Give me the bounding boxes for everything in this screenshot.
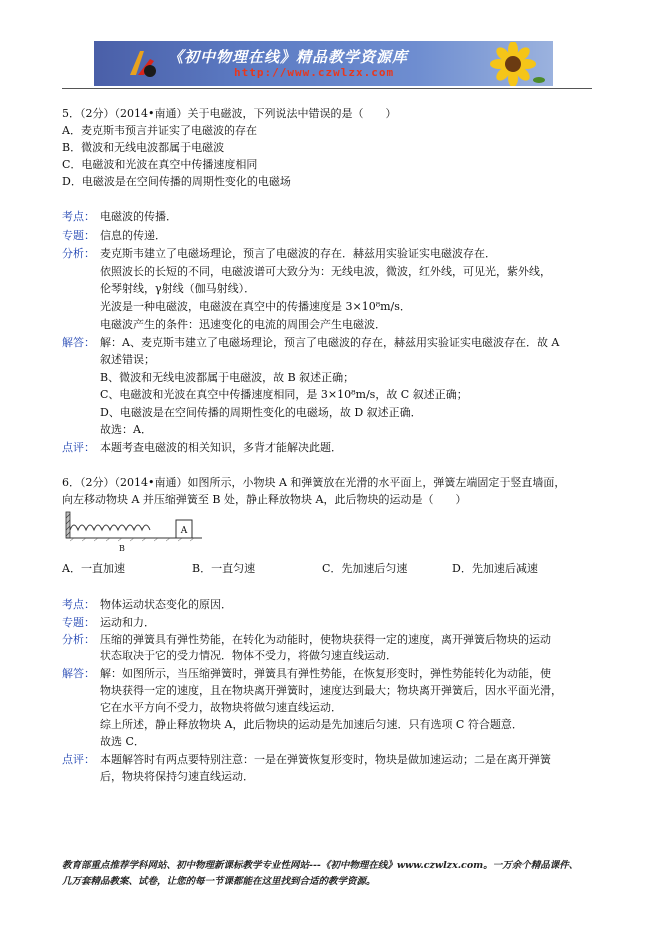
q6-stem-line: 6．（2分）（2014•南通）如图所示，小物块 A 和弹簧放在光滑的水平面上，弹簧左端固定于竖直墙面，	[62, 476, 566, 489]
q5-fenxi-line: 伦琴射线，γ射线（伽马射线）．	[100, 282, 256, 295]
q5-stem: 5．（2分）（2014•南通）关于电磁波，下列说法中错误的是（ ）	[62, 107, 397, 120]
q6-option-c: C．先加速后匀速	[322, 562, 408, 575]
q5-jieda-line: C、电磁波和光波在真空中传播速度相同，是 3×10⁸m/s，故 C 叙述正确；	[100, 388, 468, 401]
sunflower-icon	[479, 42, 547, 86]
q6-dianping-line: 本题解答时有两点要特别注意：一是在弹簧恢复形变时，物块是做加速运动；二是在离开弹簧	[100, 753, 551, 766]
q6-dianping-line: 后，物块将保持匀速直线运动．	[100, 770, 254, 783]
spring-block-figure	[64, 510, 204, 554]
q6-kaodian: 物体运动状态变化的原因．	[100, 598, 232, 611]
q5-jieda-line: D、电磁波是在空间传播的周期性变化的电磁场，故 D 叙述正确．	[100, 406, 422, 419]
q6-jieda-line: 解：如图所示，当压缩弹簧时，弹簧具有弹性势能，在恢复形变时，弹性势能转化为动能，使	[100, 667, 551, 680]
q6-option-d: D．先加速后减速	[452, 562, 538, 575]
q6-zhuanti: 运动和力．	[100, 616, 155, 629]
q6-jieda-line: 故选 C．	[100, 735, 145, 748]
banner-title: 《初中物理在线》精品教学资源库	[168, 48, 409, 66]
header-divider	[62, 88, 592, 89]
q5-jieda-line: B、微波和无线电波都属于电磁波，故 B 叙述正确；	[100, 371, 355, 384]
site-logo-icon	[124, 45, 160, 81]
q5-zhuanti: 信息的传递．	[100, 229, 166, 242]
banner-url[interactable]: http://www.czwlzx.com	[234, 66, 395, 79]
q6-option-a: A．一直加速	[62, 562, 125, 575]
q6-jieda-line: 综上所述，静止释放物块 A，此后物块的运动是先加速后匀速．只有选项 C 符合题意．	[100, 718, 523, 731]
q6-jieda-line: 物块获得一定的速度，且在物块离开弹簧时，速度达到最大；物块离开弹簧后，因水平面光滑，	[100, 684, 562, 697]
footer-line: 教育部重点推荐学科网站、初中物理新课标教学专业性网站---《初中物理在线》www.czwlzx.com。一万余个精品课件、	[62, 860, 579, 871]
q5-fenxi-line: 电磁波产生的条件：迅速变化的电流的周围会产生电磁波．	[100, 318, 386, 331]
q5-fenxi-label: 分析：	[62, 247, 95, 260]
q6-fenxi-label: 分析：	[62, 633, 95, 646]
q5-option-d: D．电磁波是在空间传播的周期性变化的电磁场	[62, 175, 291, 188]
q5-dianping: 本题考查电磁波的相关知识，多背才能解决此题．	[100, 441, 342, 454]
q5-zhuanti-label: 专题：	[62, 229, 95, 242]
q6-zhuanti-label: 专题：	[62, 616, 95, 629]
block-a-label: A	[180, 526, 188, 536]
q5-kaodian: 电磁波的传播．	[100, 210, 177, 223]
q6-fenxi-line: 压缩的弹簧具有弹性势能，在转化为动能时，使物块获得一定的速度，离开弹簧后物块的运动	[100, 633, 551, 646]
point-b-label: B	[119, 544, 125, 553]
header-banner	[94, 41, 553, 86]
q5-option-c: C．电磁波和光波在真空中传播速度相同	[62, 158, 258, 171]
q5-dianping-label: 点评：	[62, 441, 95, 454]
q5-jieda-line: 故选：A．	[100, 423, 152, 436]
q6-jieda-label: 解答：	[62, 667, 95, 680]
q5-kaodian-label: 考点：	[62, 210, 95, 223]
q5-fenxi-line: 依照波长的长短的不同，电磁波谱可大致分为：无线电波，微波，红外线，可见光，紫外线，	[100, 265, 551, 278]
q6-fenxi-line: 状态取决于它的受力情况．物体不受力，将做匀速直线运动．	[100, 649, 397, 662]
footer-line: 几万套精品教案、试卷，让您的每一节课都能在这里找到合适的教学资源。	[62, 876, 376, 887]
q5-jieda-line: 解：A、麦克斯韦建立了电磁场理论，预言了电磁波的存在，赫兹用实验证实电磁波存在．故 A	[100, 336, 560, 349]
q5-jieda-line: 叙述错误；	[100, 353, 155, 366]
q6-jieda-line: 它在水平方向不受力，故物块将做匀速直线运动．	[100, 701, 342, 714]
spring	[70, 525, 150, 530]
q5-fenxi-line: 光波是一种电磁波，电磁波在真空中的传播速度是 3×10⁸m/s．	[100, 300, 411, 313]
q6-kaodian-label: 考点：	[62, 598, 95, 611]
q6-option-b: B．一直匀速	[192, 562, 256, 575]
q5-fenxi-line: 麦克斯韦建立了电磁场理论，预言了电磁波的存在．赫兹用实验证实电磁波存在．	[100, 247, 496, 260]
q6-dianping-label: 点评：	[62, 753, 95, 766]
q5-option-b: B．微波和无线电波都属于电磁波	[62, 141, 225, 154]
q5-option-a: A．麦克斯韦预言并证实了电磁波的存在	[62, 124, 257, 137]
q5-jieda-label: 解答：	[62, 336, 95, 349]
q6-stem-line: 向左移动物块 A 并压缩弹簧至 B 处，静止释放物块 A，此后物块的运动是（ ）	[62, 493, 467, 506]
